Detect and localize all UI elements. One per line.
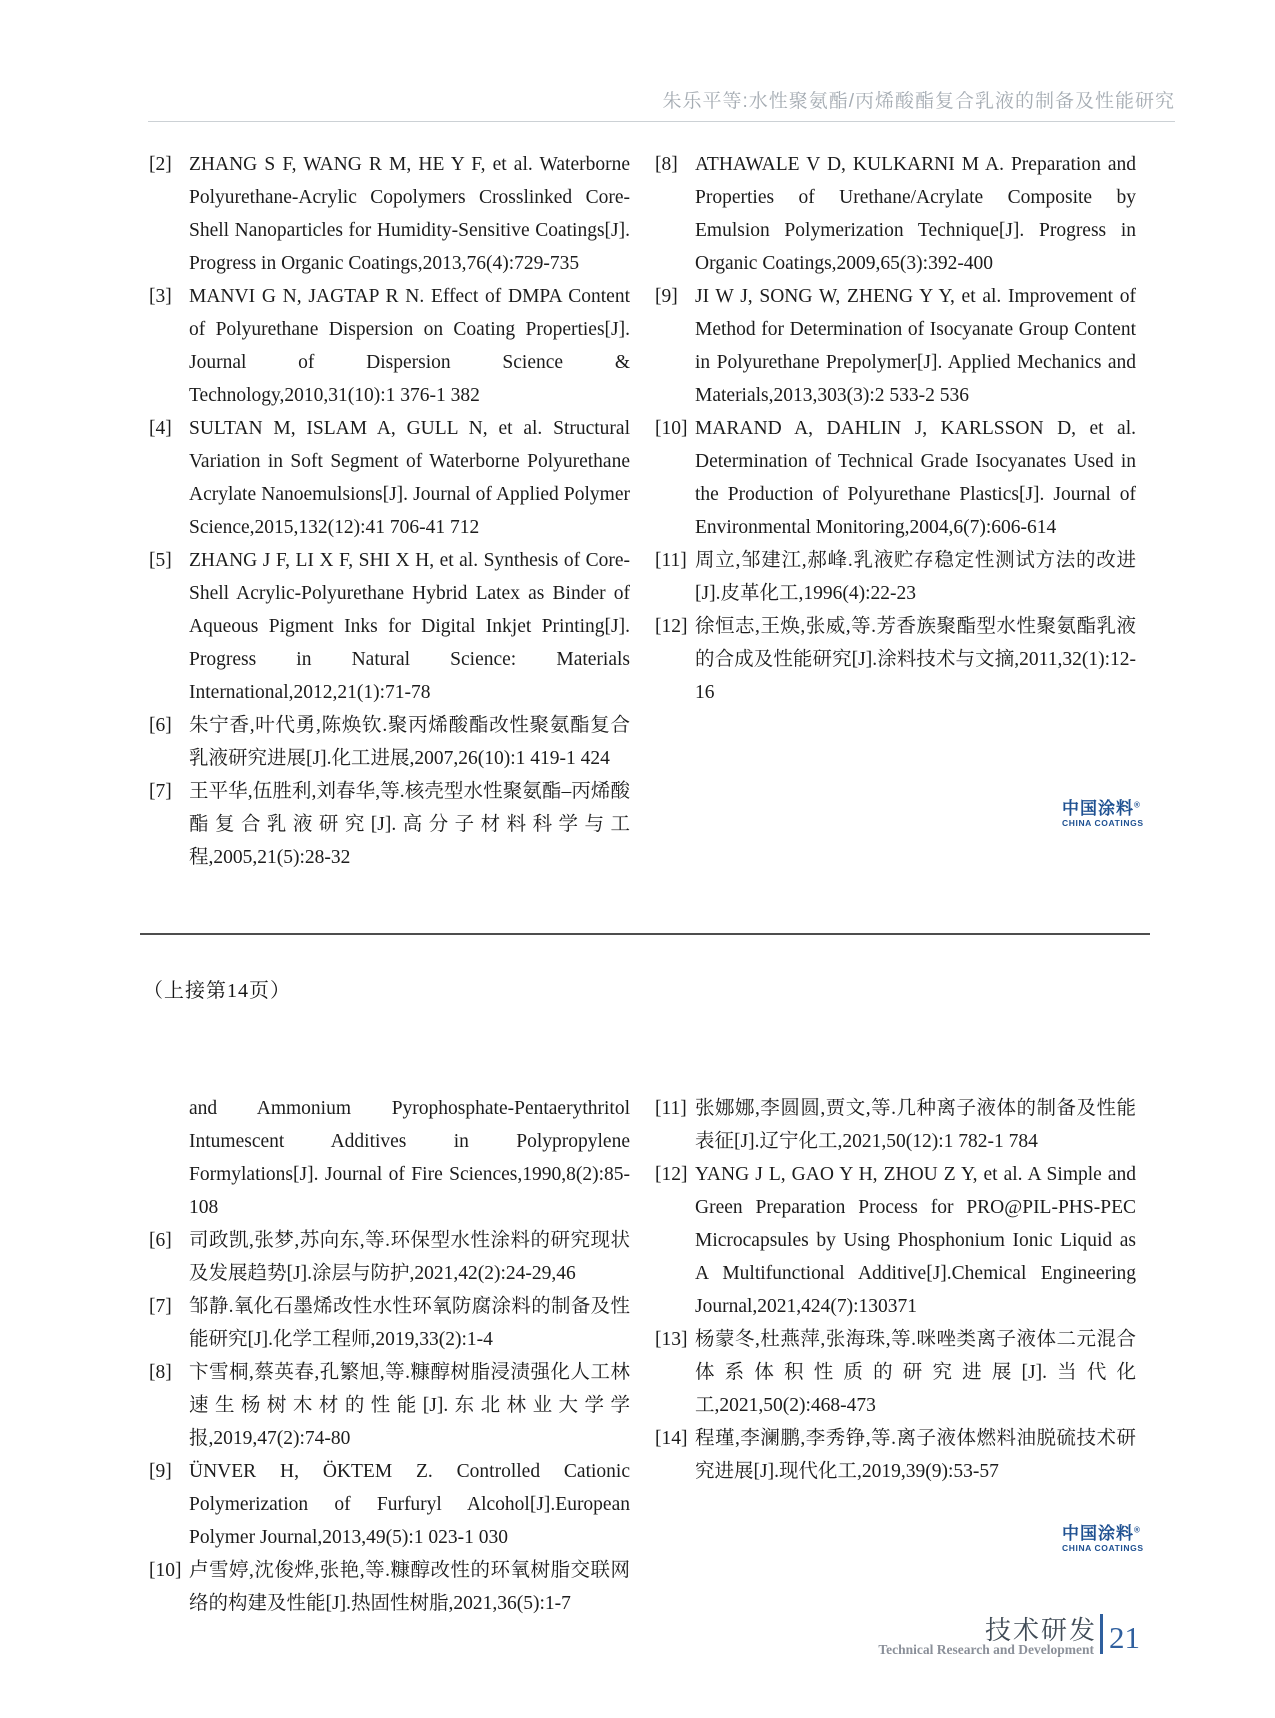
reference-item: [655, 1323, 1136, 1422]
reference-number: [11]: [655, 550, 687, 571]
reference-number: [6]: [149, 715, 172, 736]
china-coatings-logo-top: [1062, 800, 1152, 828]
reference-number: [11]: [655, 1098, 687, 1119]
reference-item: [655, 280, 1136, 412]
reference-text: 王平华,伍胜利,刘春华,等.核壳型水性聚氨酯–丙烯酸酯复合乳液研究[J].高分子材料科学与工程,2005,21(5):28-32: [189, 781, 630, 868]
reference-item: [655, 610, 1136, 709]
footer-divider-bar: [1100, 1614, 1103, 1654]
section-divider: [140, 933, 1150, 935]
reference-number: [10]: [149, 1560, 182, 1581]
continuation-note: （上接第14页）: [143, 980, 291, 1002]
reference-number: [12]: [655, 1164, 688, 1185]
footer-section-title-en: Technical Research and Development: [878, 1642, 1094, 1657]
reference-number: [3]: [149, 286, 172, 307]
reference-text: 司政凯,张梦,苏向东,等.环保型水性涂料的研究现状及发展趋势[J].涂层与防护,2021,42(2):24-29,46: [189, 1230, 630, 1284]
references-top-right-column: [655, 148, 1136, 709]
reference-item: [149, 1224, 630, 1290]
reference-number: [10]: [655, 418, 688, 439]
reference-text: ZHANG S F, WANG R M, HE Y F, et al. Waterborne Polyurethane-Acrylic Copolymers Crosslinked Core-Shell Nanoparticles for Humidity-Sensitive Coatings[J]. Progress in Organic Coatings,2013,76(4):729-735: [189, 154, 630, 274]
reference-number: [2]: [149, 154, 172, 175]
reference-text: 周立,邹建江,郝峰.乳液贮存稳定性测试方法的改进[J].皮革化工,1996(4):22-23: [695, 550, 1136, 604]
reference-item: [149, 1356, 630, 1455]
reference-item: [149, 148, 630, 280]
page-number: 21: [1109, 1620, 1140, 1655]
running-header-title: 朱乐平等:水性聚氨酯/丙烯酸酯复合乳液的制备及性能研究: [662, 91, 1175, 112]
reference-item: [149, 709, 630, 775]
reference-number: [4]: [149, 418, 172, 439]
reference-item: [655, 148, 1136, 280]
reference-text: YANG J L, GAO Y H, ZHOU Z Y, et al. A Simple and Green Preparation Process for PRO@PIL-PHS-PEC Microcapsules by Using Phosphonium Ionic Liquid as A Multifunctional Additive[J].Chemical Engineering Journal,2021,424(7):130371: [695, 1164, 1136, 1317]
reference-text: and Ammonium Pyrophosphate-Pentaerythritol Intumescent Additives in Polypropylene Formylations[J]. Journal of Fire Sciences,1990,8(2):85-108: [189, 1098, 630, 1218]
registered-trademark-mark: ®: [1134, 800, 1140, 810]
china-coatings-logo-bottom: [1062, 1525, 1152, 1553]
references-bottom-left-column: [149, 1092, 630, 1620]
reference-text: ÜNVER H, ÖKTEM Z. Controlled Cationic Polymerization of Furfuryl Alcohol[J].European Polymer Journal,2013,49(5):1 023-1 030: [189, 1461, 630, 1548]
reference-text: 张娜娜,李圆圆,贾文,等.几种离子液体的制备及性能表征[J].辽宁化工,2021,50(12):1 782-1 784: [695, 1098, 1136, 1152]
reference-item: [149, 1092, 630, 1224]
reference-item: [149, 775, 630, 874]
brand-name-en: CHINA COATINGS: [1062, 1543, 1144, 1553]
reference-number: [6]: [149, 1230, 172, 1251]
reference-text: 朱宁香,叶代勇,陈焕钦.聚丙烯酸酯改性聚氨酯复合乳液研究进展[J].化工进展,2007,26(10):1 419-1 424: [189, 715, 630, 769]
brand-name-cn: 中国涂料®: [1062, 799, 1140, 818]
registered-trademark-mark: ®: [1134, 1525, 1140, 1535]
footer-section-title-cn: 技术研发: [984, 1615, 1097, 1645]
header-rule: [148, 121, 1175, 122]
reference-number: [14]: [655, 1428, 688, 1449]
references-bottom-right-column: [655, 1092, 1136, 1488]
reference-text: SULTAN M, ISLAM A, GULL N, et al. Structural Variation in Soft Segment of Waterborne Polyurethane Acrylate Nanoemulsions[J]. Journal of Applied Polymer Science,2015,132(12):41 706-41 712: [189, 418, 630, 538]
reference-text: 徐恒志,王焕,张威,等.芳香族聚酯型水性聚氨酯乳液的合成及性能研究[J].涂料技术与文摘,2011,32(1):12-16: [695, 616, 1136, 703]
reference-number: [9]: [655, 286, 678, 307]
reference-number: [8]: [655, 154, 678, 175]
reference-item: [149, 1554, 630, 1620]
reference-number: [12]: [655, 616, 688, 637]
reference-text: JI W J, SONG W, ZHENG Y Y, et al. Improvement of Method for Determination of Isocyanate Group Content in Polyurethane Prepolymer[J]. Applied Mechanics and Materials,2013,303(3):2 533-2 536: [695, 286, 1136, 406]
reference-text: 卞雪桐,蔡英春,孔繁旭,等.糠醇树脂浸渍强化人工林速生杨树木材的性能[J].东北林业大学学报,2019,47(2):74-80: [189, 1362, 630, 1449]
reference-number: [8]: [149, 1362, 172, 1383]
reference-item: [149, 412, 630, 544]
reference-text: ZHANG J F, LI X F, SHI X H, et al. Synthesis of Core-Shell Acrylic-Polyurethane Hybrid Latex as Binder of Aqueous Pigment Inks for Digital Inkjet Printing[J]. Progress in Natural Science: Materials International,2012,21(1):71-78: [189, 550, 630, 703]
reference-text: MANVI G N, JAGTAP R N. Effect of DMPA Content of Polyurethane Dispersion on Coating Properties[J]. Journal of Dispersion Science & Technology,2010,31(10):1 376-1 382: [189, 286, 630, 406]
reference-item: [655, 1092, 1136, 1158]
reference-text: MARAND A, DAHLIN J, KARLSSON D, et al. Determination of Technical Grade Isocyanates Used in the Production of Polyurethane Plastics[J]. Journal of Environmental Monitoring,2004,6(7):606-614: [695, 418, 1136, 538]
reference-number: [9]: [149, 1461, 172, 1482]
reference-text: 卢雪婷,沈俊烨,张艳,等.糠醇改性的环氧树脂交联网络的构建及性能[J].热固性树脂,2021,36(5):1-7: [189, 1560, 630, 1614]
reference-text: 邹静.氧化石墨烯改性水性环氧防腐涂料的制备及性能研究[J].化学工程师,2019,33(2):1-4: [189, 1296, 630, 1350]
reference-text: 程瑾,李澜鹏,李秀铮,等.离子液体燃料油脱硫技术研究进展[J].现代化工,2019,39(9):53-57: [695, 1428, 1136, 1482]
reference-item: [655, 1422, 1136, 1488]
reference-text: ATHAWALE V D, KULKARNI M A. Preparation and Properties of Urethane/Acrylate Composite by Emulsion Polymerization Technique[J]. Progress in Organic Coatings,2009,65(3):392-400: [695, 154, 1136, 274]
reference-item: [149, 544, 630, 709]
reference-number: [13]: [655, 1329, 688, 1350]
reference-item: [655, 1158, 1136, 1323]
reference-number: [7]: [149, 781, 172, 802]
reference-number: [5]: [149, 550, 172, 571]
reference-item: [149, 280, 630, 412]
brand-name-cn: 中国涂料®: [1062, 1524, 1140, 1543]
brand-name-en: CHINA COATINGS: [1062, 818, 1144, 828]
reference-item: [655, 544, 1136, 610]
reference-item: [149, 1455, 630, 1554]
reference-item: [655, 412, 1136, 544]
reference-number: [7]: [149, 1296, 172, 1317]
reference-text: 杨蒙冬,杜燕萍,张海珠,等.咪唑类离子液体二元混合体系体积性质的研究进展[J].当代化工,2021,50(2):468-473: [695, 1329, 1136, 1416]
reference-item: [149, 1290, 630, 1356]
references-top-left-column: [149, 148, 630, 874]
